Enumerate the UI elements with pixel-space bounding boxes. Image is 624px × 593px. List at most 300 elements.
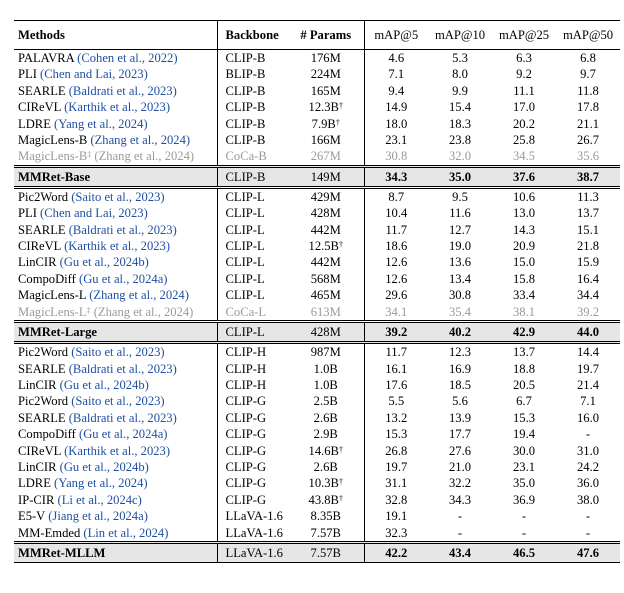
method-cell bbox=[14, 238, 217, 254]
method-name: LinCIR bbox=[18, 459, 57, 474]
score-cell: 38.0 bbox=[576, 492, 600, 507]
score-cell: 10.4 bbox=[364, 205, 428, 221]
score-cell: - bbox=[585, 525, 591, 540]
params-cell bbox=[288, 377, 364, 393]
score-cell: 15.1 bbox=[576, 222, 600, 237]
citation-link[interactable]: (Chen and Lai, 2023) bbox=[40, 67, 148, 82]
params-value: 12.5B bbox=[308, 239, 339, 254]
score-cell: 17.7 bbox=[448, 427, 472, 442]
citation-link[interactable]: (Saito et al., 2023) bbox=[71, 394, 165, 409]
params-cell bbox=[288, 508, 364, 524]
score-cell: 20.2 bbox=[512, 116, 536, 131]
score-cell: 13.7 bbox=[492, 343, 556, 361]
score-cell: 18.6 bbox=[364, 238, 428, 254]
citation-link[interactable]: (Lin et al., 2024) bbox=[83, 525, 169, 540]
method-name: MagicLens-L bbox=[18, 304, 87, 319]
backbone-cell: CLIP-H bbox=[217, 343, 288, 361]
method-cell bbox=[14, 205, 217, 221]
params-value: 165M bbox=[310, 83, 341, 98]
score-cell: - bbox=[585, 427, 591, 442]
score-cell: 24.2 bbox=[576, 459, 600, 474]
params-value: 2.6B bbox=[313, 410, 338, 425]
params-value: 10.3B bbox=[308, 476, 339, 491]
score-cell: 43.4 bbox=[428, 542, 492, 562]
score-cell: 26.8 bbox=[364, 443, 428, 459]
backbone-cell: CLIP-G bbox=[217, 426, 288, 442]
score-cell: 5.6 bbox=[452, 394, 468, 409]
score-cell: 12.7 bbox=[448, 222, 472, 237]
method-cell bbox=[14, 377, 217, 393]
score-cell: 13.4 bbox=[448, 271, 472, 286]
score-cell: 7.1 bbox=[364, 66, 428, 82]
citation-link[interactable]: (Zhang et al., 2024) bbox=[94, 149, 195, 164]
score-cell: 21.4 bbox=[576, 377, 600, 392]
method-cell bbox=[14, 148, 217, 166]
backbone-cell: CLIP-L bbox=[217, 322, 288, 343]
method-name: LinCIR bbox=[18, 377, 57, 392]
table-row bbox=[14, 459, 620, 475]
method-cell bbox=[14, 50, 217, 67]
params-mark: † bbox=[338, 493, 343, 503]
score-cell: 38.7 bbox=[556, 166, 620, 187]
params-cell bbox=[288, 187, 364, 205]
score-cell: 18.8 bbox=[512, 361, 536, 376]
ours-method: MMRet-Base bbox=[14, 166, 217, 187]
backbone-cell: LLaVA-1.6 bbox=[217, 525, 288, 543]
score-cell: - bbox=[457, 525, 463, 540]
backbone-cell: CLIP-L bbox=[217, 238, 288, 254]
method-name: CompoDiff bbox=[18, 427, 76, 442]
backbone-cell: CLIP-G bbox=[217, 393, 288, 409]
score-cell: 11.1 bbox=[513, 83, 535, 98]
table-row bbox=[14, 187, 620, 205]
header-methods: Methods bbox=[14, 21, 217, 50]
score-cell: 16.0 bbox=[576, 410, 600, 425]
header-map10: mAP@10 bbox=[428, 21, 492, 50]
citation-link[interactable]: (Gu et al., 2024b) bbox=[59, 377, 149, 392]
score-cell: 15.8 bbox=[512, 271, 536, 286]
citation-link[interactable]: (Zhang et al., 2024) bbox=[93, 304, 194, 319]
method-name: MagicLens-L bbox=[18, 288, 87, 303]
params-cell bbox=[288, 287, 364, 303]
method-name: CIReVL bbox=[18, 239, 61, 254]
table-row bbox=[14, 254, 620, 270]
table-row bbox=[14, 410, 620, 426]
params-cell bbox=[288, 50, 364, 67]
method-name: MagicLens-B bbox=[18, 149, 88, 164]
score-cell: 25.8 bbox=[512, 133, 536, 148]
citation-link[interactable]: (Gu et al., 2024a) bbox=[79, 427, 168, 442]
score-cell: 30.8 bbox=[448, 288, 472, 303]
header-map25: mAP@25 bbox=[492, 21, 556, 50]
score-cell: 14.4 bbox=[556, 343, 620, 361]
citation-link[interactable]: (Jiang et al., 2024a) bbox=[48, 509, 148, 524]
params-value: 442M bbox=[310, 255, 341, 270]
backbone-cell: CoCa-B bbox=[217, 148, 288, 166]
score-cell: 12.3 bbox=[428, 343, 492, 361]
score-cell: 9.4 bbox=[364, 83, 428, 99]
citation-link[interactable]: (Baldrati et al., 2023) bbox=[68, 83, 177, 98]
params-value: 568M bbox=[310, 271, 341, 286]
backbone-cell: CLIP-G bbox=[217, 410, 288, 426]
params-value: 2.5B bbox=[313, 394, 338, 409]
score-cell: 36.0 bbox=[576, 476, 600, 491]
method-cell bbox=[14, 410, 217, 426]
method-name: PLI bbox=[18, 206, 37, 221]
method-name: SEARLE bbox=[18, 410, 66, 425]
score-cell: 14.3 bbox=[512, 222, 536, 237]
backbone-cell: CLIP-B bbox=[217, 50, 288, 67]
params-mark: † bbox=[338, 101, 343, 111]
params-value: 429M bbox=[310, 189, 341, 204]
backbone-cell: CoCa-L bbox=[217, 304, 288, 322]
table-row bbox=[14, 525, 620, 543]
score-cell: - bbox=[457, 509, 463, 524]
params-value: 8.35B bbox=[310, 509, 341, 524]
backbone-cell: CLIP-B bbox=[217, 166, 288, 187]
citation-link[interactable]: (Saito et al., 2023) bbox=[71, 189, 165, 204]
method-cell bbox=[14, 475, 217, 491]
backbone-cell: CLIP-G bbox=[217, 459, 288, 475]
method-name: SEARLE bbox=[18, 83, 66, 98]
citation-link[interactable]: (Gu et al., 2024b) bbox=[59, 255, 149, 270]
score-cell: 19.1 bbox=[364, 508, 428, 524]
backbone-cell: CLIP-G bbox=[217, 492, 288, 508]
score-cell: 13.0 bbox=[512, 206, 536, 221]
score-cell: 15.4 bbox=[448, 100, 472, 115]
params-value: 43.8B bbox=[308, 492, 339, 507]
citation-link[interactable]: (Gu et al., 2024a) bbox=[79, 271, 168, 286]
score-cell: 4.6 bbox=[364, 50, 428, 67]
score-cell: 47.6 bbox=[556, 542, 620, 562]
citation-link[interactable]: (Zhang et al., 2024) bbox=[89, 288, 189, 303]
score-cell: 16.4 bbox=[576, 271, 600, 286]
score-cell: 19.7 bbox=[364, 459, 428, 475]
score-cell: 19.4 bbox=[512, 427, 536, 442]
backbone-cell: CLIP-L bbox=[217, 205, 288, 221]
params-value: 267M bbox=[310, 149, 341, 164]
citation-link[interactable]: (Baldrati et al., 2023) bbox=[68, 222, 177, 237]
header-map5: mAP@5 bbox=[364, 21, 428, 50]
method-name: SEARLE bbox=[18, 361, 66, 376]
backbone-cell: CLIP-H bbox=[217, 361, 288, 377]
ours-row bbox=[14, 166, 620, 187]
method-cell bbox=[14, 343, 217, 361]
table-row bbox=[14, 205, 620, 221]
backbone-cell: CLIP-B bbox=[217, 132, 288, 148]
table-row bbox=[14, 148, 620, 166]
score-cell: 20.5 bbox=[512, 377, 536, 392]
method-cell bbox=[14, 116, 217, 132]
backbone-cell: BLIP-B bbox=[217, 66, 288, 82]
method-cell bbox=[14, 393, 217, 409]
citation-link[interactable]: (Li et al., 2024c) bbox=[57, 492, 142, 507]
score-cell: 9.9 bbox=[452, 83, 468, 98]
backbone-cell: CLIP-B bbox=[217, 116, 288, 132]
citation-link[interactable]: (Chen and Lai, 2023) bbox=[40, 206, 148, 221]
params-mark: † bbox=[338, 240, 343, 250]
score-cell: 17.8 bbox=[576, 100, 600, 115]
params-cell bbox=[288, 99, 364, 115]
backbone-cell: CLIP-G bbox=[217, 443, 288, 459]
params-cell: 7.57B bbox=[288, 542, 364, 562]
score-cell: 11.3 bbox=[556, 187, 620, 205]
params-cell bbox=[288, 238, 364, 254]
method-cell bbox=[14, 222, 217, 238]
method-cell bbox=[14, 66, 217, 82]
score-cell: 32.2 bbox=[448, 476, 472, 491]
citation-link[interactable]: (Yang et al., 2024) bbox=[54, 476, 148, 491]
params-value: 1.0B bbox=[313, 377, 338, 392]
citation-link[interactable]: (Baldrati et al., 2023) bbox=[68, 410, 177, 425]
score-cell: 15.9 bbox=[576, 255, 600, 270]
method-name: CIReVL bbox=[18, 443, 61, 458]
method-cell bbox=[14, 304, 217, 322]
score-cell: 20.9 bbox=[512, 239, 536, 254]
score-cell: 9.5 bbox=[428, 187, 492, 205]
score-cell: 9.2 bbox=[516, 67, 532, 82]
score-cell: 10.6 bbox=[492, 187, 556, 205]
params-value: 465M bbox=[310, 288, 341, 303]
method-cell bbox=[14, 287, 217, 303]
params-cell bbox=[288, 361, 364, 377]
backbone-cell: CLIP-H bbox=[217, 377, 288, 393]
score-cell: 5.5 bbox=[364, 393, 428, 409]
params-cell bbox=[288, 459, 364, 475]
score-cell: 32.3 bbox=[364, 525, 428, 543]
score-cell: 15.3 bbox=[512, 410, 536, 425]
table-row bbox=[14, 271, 620, 287]
method-name: MM-Emded bbox=[18, 525, 81, 540]
table-row bbox=[14, 132, 620, 148]
method-name: Pic2Word bbox=[18, 189, 69, 204]
table-row bbox=[14, 99, 620, 115]
score-cell: 37.6 bbox=[492, 166, 556, 187]
score-cell: 13.6 bbox=[448, 255, 472, 270]
score-cell: 13.2 bbox=[364, 410, 428, 426]
ours-row bbox=[14, 322, 620, 343]
table-row bbox=[14, 83, 620, 99]
params-cell bbox=[288, 393, 364, 409]
score-cell: 23.8 bbox=[448, 133, 472, 148]
score-cell: 18.0 bbox=[364, 116, 428, 132]
params-cell bbox=[288, 132, 364, 148]
score-cell: 46.5 bbox=[492, 542, 556, 562]
results-table bbox=[14, 20, 620, 563]
method-name: Pic2Word bbox=[18, 345, 69, 360]
backbone-cell: CLIP-L bbox=[217, 287, 288, 303]
table-row bbox=[14, 377, 620, 393]
method-name: PALAVRA bbox=[18, 51, 74, 65]
score-cell: 34.5 bbox=[512, 149, 536, 164]
score-cell: 11.7 bbox=[364, 343, 428, 361]
method-name: IP-CIR bbox=[18, 492, 55, 507]
citation-link[interactable]: (Baldrati et al., 2023) bbox=[68, 361, 177, 376]
score-cell: 34.4 bbox=[576, 288, 600, 303]
ours-method: MMRet-Large bbox=[14, 322, 217, 343]
score-cell: 11.7 bbox=[364, 222, 428, 238]
citation-link[interactable]: (Cohen et al., 2022) bbox=[77, 51, 178, 65]
score-cell: 40.2 bbox=[428, 322, 492, 343]
table-row bbox=[14, 287, 620, 303]
params-cell bbox=[288, 443, 364, 459]
table-row bbox=[14, 443, 620, 459]
table-row bbox=[14, 50, 620, 67]
score-cell: 23.1 bbox=[364, 132, 428, 148]
citation-link[interactable]: (Karthik et al., 2023) bbox=[64, 443, 171, 458]
params-value: 176M bbox=[310, 51, 341, 65]
citation-link[interactable]: (Zhang et al., 2024) bbox=[90, 133, 191, 148]
score-cell: 12.6 bbox=[364, 271, 428, 287]
params-cell bbox=[288, 492, 364, 508]
score-cell: 9.7 bbox=[580, 67, 596, 82]
method-name: PLI bbox=[18, 67, 37, 82]
params-value: 166M bbox=[310, 133, 341, 148]
score-cell: 19.0 bbox=[448, 239, 472, 254]
score-cell: 13.7 bbox=[576, 206, 600, 221]
params-mark: † bbox=[338, 477, 343, 487]
score-cell: 13.9 bbox=[448, 410, 472, 425]
method-cell bbox=[14, 83, 217, 99]
method-cell bbox=[14, 187, 217, 205]
citation-link[interactable]: (Karthik et al., 2023) bbox=[64, 239, 171, 254]
citation-link[interactable]: (Yang et al., 2024) bbox=[54, 116, 148, 131]
method-cell bbox=[14, 492, 217, 508]
params-value: 987M bbox=[310, 345, 341, 360]
params-cell bbox=[288, 410, 364, 426]
params-cell bbox=[288, 343, 364, 361]
score-cell: 30.8 bbox=[364, 148, 428, 166]
table-row bbox=[14, 475, 620, 491]
backbone-cell: CLIP-B bbox=[217, 83, 288, 99]
backbone-cell: CLIP-L bbox=[217, 187, 288, 205]
score-cell: 42.2 bbox=[364, 542, 428, 562]
table-row bbox=[14, 492, 620, 508]
score-cell: 21.0 bbox=[448, 459, 472, 474]
ours-method: MMRet-MLLM bbox=[14, 542, 217, 562]
params-value: 224M bbox=[310, 67, 341, 82]
params-value: 1.0B bbox=[313, 361, 338, 376]
citation-link[interactable]: (Karthik et al., 2023) bbox=[64, 100, 171, 115]
params-mark: † bbox=[338, 444, 343, 454]
score-cell: 34.1 bbox=[364, 304, 428, 322]
score-cell: 21.1 bbox=[576, 116, 600, 131]
method-cell bbox=[14, 443, 217, 459]
params-value: 2.6B bbox=[313, 459, 338, 474]
score-cell: 26.7 bbox=[576, 133, 600, 148]
params-cell bbox=[288, 254, 364, 270]
params-cell bbox=[288, 525, 364, 543]
score-cell: 16.9 bbox=[448, 361, 472, 376]
score-cell: 18.3 bbox=[448, 116, 472, 131]
score-cell: 36.9 bbox=[512, 492, 536, 507]
table-row bbox=[14, 361, 620, 377]
table-row bbox=[14, 508, 620, 524]
score-cell: 21.8 bbox=[576, 239, 600, 254]
score-cell: - bbox=[521, 509, 527, 524]
backbone-cell: CLIP-L bbox=[217, 254, 288, 270]
method-mark: ‡ bbox=[87, 150, 92, 160]
method-name: LinCIR bbox=[18, 255, 57, 270]
backbone-cell: CLIP-B bbox=[217, 99, 288, 115]
method-cell bbox=[14, 254, 217, 270]
table-row bbox=[14, 66, 620, 82]
params-cell bbox=[288, 475, 364, 491]
results-table-container bbox=[14, 20, 620, 563]
method-cell bbox=[14, 99, 217, 115]
header-backbone: Backbone bbox=[217, 21, 288, 50]
score-cell: 15.3 bbox=[364, 426, 428, 442]
score-cell: 16.1 bbox=[364, 361, 428, 377]
score-cell: 44.0 bbox=[556, 322, 620, 343]
ours-row bbox=[14, 542, 620, 562]
table-row bbox=[14, 343, 620, 361]
params-cell: 428M bbox=[288, 322, 364, 343]
score-cell: 32.0 bbox=[448, 149, 472, 164]
method-name: MagicLens-B bbox=[18, 133, 88, 148]
score-cell: 31.0 bbox=[576, 443, 600, 458]
backbone-cell: LLaVA-1.6 bbox=[217, 542, 288, 562]
score-cell: 35.4 bbox=[448, 304, 472, 319]
score-cell: 7.1 bbox=[580, 394, 596, 409]
params-mark: † bbox=[335, 117, 340, 127]
params-value: 7.57B bbox=[310, 525, 341, 540]
params-value: 442M bbox=[310, 222, 341, 237]
backbone-cell: CLIP-L bbox=[217, 222, 288, 238]
score-cell: 38.1 bbox=[512, 304, 536, 319]
method-name: CIReVL bbox=[18, 100, 61, 115]
score-cell: 17.6 bbox=[364, 377, 428, 393]
header-params: # Params bbox=[288, 21, 364, 50]
table-row bbox=[14, 222, 620, 238]
score-cell: 19.7 bbox=[576, 361, 600, 376]
score-cell: - bbox=[585, 509, 591, 524]
score-cell: 34.3 bbox=[364, 166, 428, 187]
params-cell bbox=[288, 66, 364, 82]
score-cell: 5.3 bbox=[428, 50, 492, 67]
params-value: 7.9B bbox=[311, 116, 336, 131]
score-cell: 12.6 bbox=[364, 254, 428, 270]
backbone-cell: CLIP-L bbox=[217, 271, 288, 287]
score-cell: 23.1 bbox=[512, 459, 536, 474]
citation-link[interactable]: (Gu et al., 2024b) bbox=[59, 459, 149, 474]
method-name: CompoDiff bbox=[18, 271, 76, 286]
method-cell bbox=[14, 426, 217, 442]
score-cell: 14.9 bbox=[364, 99, 428, 115]
score-cell: 34.3 bbox=[448, 492, 472, 507]
backbone-cell: CLIP-G bbox=[217, 475, 288, 491]
params-value: 613M bbox=[310, 304, 341, 319]
table-row bbox=[14, 116, 620, 132]
score-cell: 31.1 bbox=[364, 475, 428, 491]
params-cell: 149M bbox=[288, 166, 364, 187]
method-cell bbox=[14, 271, 217, 287]
method-cell bbox=[14, 508, 217, 524]
params-value: 12.3B bbox=[308, 100, 339, 115]
score-cell: 6.8 bbox=[556, 50, 620, 67]
score-cell: 27.6 bbox=[448, 443, 472, 458]
header-map50: mAP@50 bbox=[556, 21, 620, 50]
params-value: 14.6B bbox=[308, 443, 339, 458]
score-cell: 15.0 bbox=[512, 255, 536, 270]
params-cell bbox=[288, 83, 364, 99]
citation-link[interactable]: (Saito et al., 2023) bbox=[71, 345, 165, 360]
method-cell bbox=[14, 132, 217, 148]
score-cell: 6.7 bbox=[516, 394, 532, 409]
method-mark: ‡ bbox=[86, 305, 91, 315]
params-cell bbox=[288, 426, 364, 442]
score-cell: 39.2 bbox=[364, 322, 428, 343]
